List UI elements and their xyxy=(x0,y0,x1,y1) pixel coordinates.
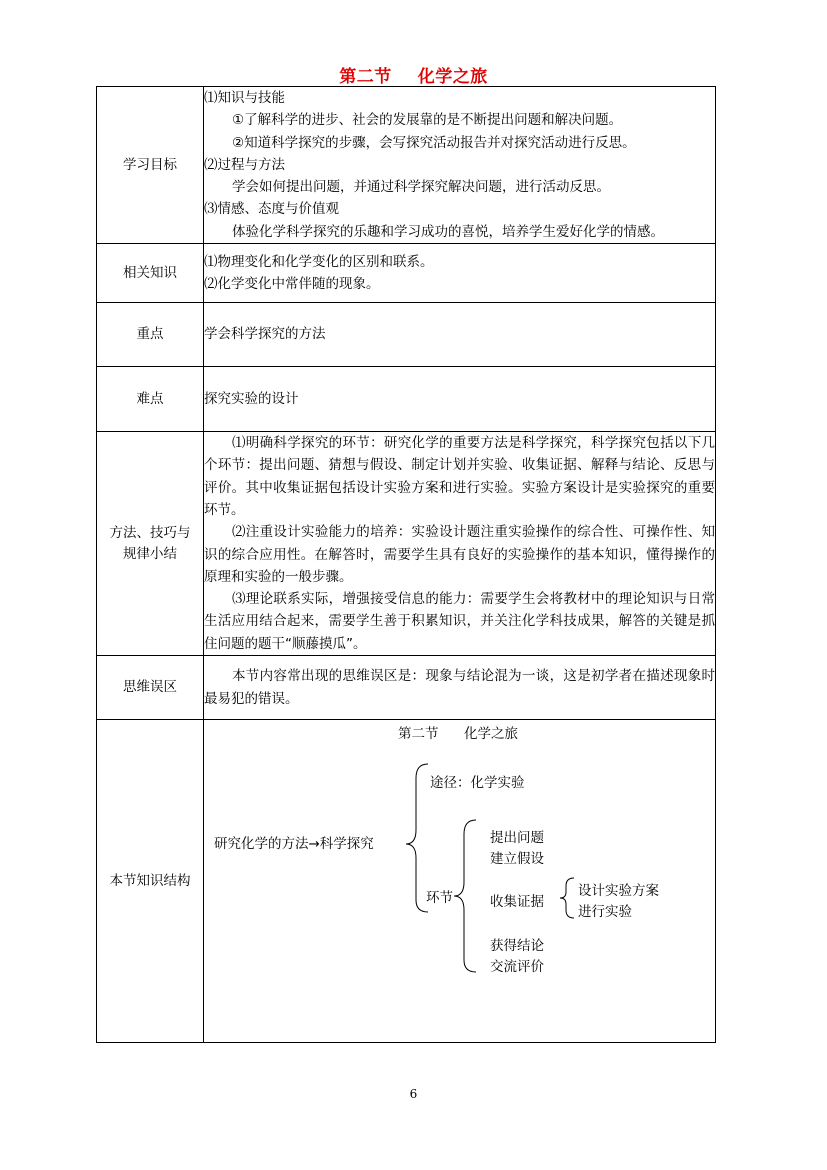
structure-heading-2: 化学之旅 xyxy=(464,726,518,743)
title-topic: 化学之旅 xyxy=(417,67,488,87)
content-difficulty: 探究实验的设计 xyxy=(204,367,716,432)
lesson-table xyxy=(96,86,716,1043)
brace-evidence xyxy=(560,878,574,918)
title-section: 第二节 xyxy=(339,67,392,87)
structure-root: 研究化学的方法→科学探究 xyxy=(214,836,374,853)
structure-step-3: 收集证据 xyxy=(490,894,544,911)
content-methods xyxy=(204,432,716,656)
structure-step-2: 建立假设 xyxy=(490,851,544,868)
knowledge-structure-diagram xyxy=(204,720,716,1042)
label-misconceptions: 思维误区 xyxy=(97,656,204,720)
objective-heading-2: ⑵过程与方法 xyxy=(204,156,285,173)
label-related: 相关知识 xyxy=(97,244,204,303)
row-objectives xyxy=(97,87,716,244)
method-para-2: ⑵注重设计实验能力的培养：实验设计题注重实验操作的综合性、可操作性、知识的综合应用性。在解答时，需要学生具有良好的实验操作的基本知识，懂得操作的原理和实验的一般步骤。 xyxy=(204,524,715,585)
related-item-2: ⑵化学变化中常伴随的现象。 xyxy=(204,276,380,293)
content-related xyxy=(204,244,716,303)
objective-item-1: ①了解科学的进步、社会的发展靠的是不断提出问题和解决问题。 xyxy=(232,112,623,129)
row-misconceptions xyxy=(97,656,716,720)
label-methods-line1: 方法、技巧与 xyxy=(109,524,191,541)
row-structure xyxy=(97,720,716,1043)
related-item-1: ⑴物理变化和化学变化的区别和联系。 xyxy=(204,253,434,270)
structure-way: 途径：化学实验 xyxy=(430,775,525,792)
objective-item-2: ②知道科学探究的步骤，会写探究活动报告并对探究活动进行反思。 xyxy=(232,134,636,151)
page-number: 6 xyxy=(409,1087,418,1101)
content-key-point: 学会科学探究的方法 xyxy=(204,303,716,367)
label-methods xyxy=(97,432,204,656)
label-difficulty: 难点 xyxy=(97,367,204,432)
brace-main xyxy=(406,764,428,912)
structure-sub-2: 进行实验 xyxy=(578,904,632,921)
method-para-1: ⑴明确科学探究的环节：研究化学的重要方法是科学探究，科学探究包括以下几个环节：提出问题、猜想与假设、制定计划并实验、收集证据、解释与结论、反思与评价。其中收集证据包括设计实验方案和进行实验。实验方案设计是实验探究的重要环节。 xyxy=(204,435,715,518)
method-para-3: ⑶理论联系实际，增强接受信息的能力：需要学生会将教材中的理论知识与日常生活应用结合起来，需要学生善于积累知识，并关注化学科技成果，解答的关键是抓住问题的题干“顺藤摸瓜”。 xyxy=(204,591,715,652)
content-misconceptions xyxy=(204,656,716,720)
objective-heading-3: ⑶情感、态度与价值观 xyxy=(204,201,339,218)
row-related xyxy=(97,244,716,303)
misconception-text: 本节内容常出现的思维误区是：现象与结论混为一谈，这是初学者在描述现象时最易犯的错误。 xyxy=(204,668,715,707)
objective-heading-1: ⑴知识与技能 xyxy=(204,90,285,106)
brace-steps xyxy=(454,820,476,972)
label-methods-line2: 规律小结 xyxy=(123,545,177,562)
structure-step-1: 提出问题 xyxy=(490,830,544,847)
label-key-point: 重点 xyxy=(97,303,204,367)
structure-steps: 环节 xyxy=(426,890,453,907)
structure-step-5: 交流评价 xyxy=(490,959,544,976)
row-key-point xyxy=(97,303,716,367)
label-objectives: 学习目标 xyxy=(97,87,204,244)
objective-item-4: 体验化学科学探究的乐趣和学习成功的喜悦，培养学生爱好化学的情感。 xyxy=(232,223,664,240)
content-structure xyxy=(204,720,716,1043)
structure-step-4: 获得结论 xyxy=(490,938,544,955)
structure-heading-1: 第二节 xyxy=(398,726,439,743)
content-objectives xyxy=(204,87,716,244)
label-structure: 本节知识结构 xyxy=(97,720,204,1043)
structure-sub-1: 设计实验方案 xyxy=(578,883,659,900)
row-methods xyxy=(97,432,716,656)
page-title xyxy=(0,62,827,87)
row-difficulty xyxy=(97,367,716,432)
objective-item-3: 学会如何提出问题，并通过科学探究解决问题，进行活动反思。 xyxy=(232,179,610,196)
